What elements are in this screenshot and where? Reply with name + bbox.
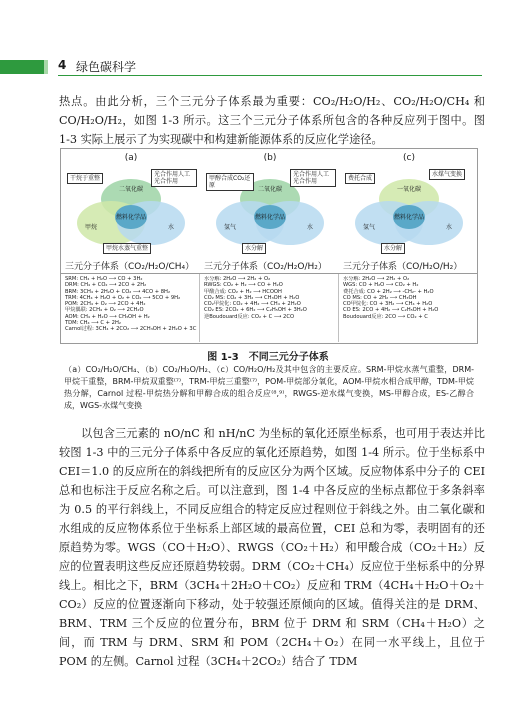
header-rule — [58, 75, 482, 76]
process-box-right: 光合作用人工光合作用 — [290, 169, 336, 187]
paragraph-intro: 热点。由此分析，三个三元分子体系最为重要：CO₂/H₂O/H₂、CO₂/H₂O/CH₄ 和 CO/H₂O/H₂，如图 1-3 所示。这三个三元分子体系所包含的各种反应列于图中。图 1-3 实际上展示了为实现碳中和构建新能源体系的反应化学途径。 — [59, 95, 485, 146]
figure-note: （a）CO₂/H₂O/CH₄、（b）CO₂/H₂O/H₂、（c）CO/H₂O/H₂及其中包含的主要反应。SRM-甲烷水蒸气重整，DRM-甲烷干重整，BRM-甲烷双重整⁽⁷⁾，TRM-甲烷三重整⁽⁷⁾，POM-甲烷部分氧化，AOM-甲烷水相合成甲醇，TDM-甲烷热分解，Carnol 过程-甲烷热分解和甲醇合成的组合反应⁽⁸,⁹⁾，RWGS-逆水煤气变换，MS-甲醇合成，ES-乙醇合成，WGS-水煤气变换 — [64, 365, 474, 410]
process-box-left: 费托合成 — [345, 173, 375, 184]
diagram-panel — [65, 153, 197, 272]
right-region-label: 水 — [445, 224, 453, 231]
reaction-item: 水分解: 2H₂O ⟶ 2H₂ + O₂ — [204, 276, 271, 282]
process-box-left: 干烷于重整 — [67, 173, 103, 184]
reaction-item: 费托合成: CO + 2H₂ ⟶ -CH₂- + H₂O — [343, 288, 434, 295]
center-label: 燃料化学品 — [393, 214, 425, 221]
panel-caption: 三元分子体系（CO₂/H₂O/H₂） — [204, 262, 327, 272]
reaction-item: WGS: CO + H₂O ⟶ CO₂ + H₂ — [343, 282, 419, 289]
panel-label: (a) — [124, 153, 138, 163]
page-header — [0, 58, 520, 76]
diagram-panel — [343, 153, 475, 272]
reaction-list-c — [343, 276, 477, 320]
panel-label: (c) — [403, 153, 415, 163]
left-region-label: 氢气 — [362, 224, 376, 231]
top-region-label: 二氧化碳 — [118, 186, 144, 193]
process-box-right: 水煤气变换 — [429, 169, 465, 180]
process-box-bottom: 水分解 — [242, 243, 266, 254]
center-label: 燃料化学品 — [254, 214, 286, 221]
reaction-item: 甲酸合成: CO₂ + H₂ ⟶ HCOOH — [204, 288, 282, 295]
reaction-item: 甲烷偶联: 2CH₄ + O₂ ⟶ 2CH₂O — [65, 307, 144, 314]
left-region-label: 甲烷 — [84, 224, 98, 231]
reaction-list-a — [65, 276, 199, 333]
reaction-item: Boudouard反应: 2CO ⟶ CO₂ + C — [343, 313, 428, 320]
figure-divider — [61, 273, 477, 274]
reaction-item: CO₂甲烷化: CO₂ + 4H₂ ⟶ CH₄ + 2H₂O — [204, 301, 301, 308]
process-box-right: 光合作用人工光合作用 — [151, 169, 197, 187]
reaction-list-b — [204, 276, 338, 320]
header-accent-bar-light — [44, 60, 48, 74]
book-title: 绿色碳科学 — [76, 60, 137, 74]
reaction-item: CO MS: CO + 2H₂ ⟶ CH₃OH — [343, 294, 417, 301]
panel-label: (b) — [263, 153, 277, 163]
top-region-label: 二氧化碳 — [257, 186, 283, 193]
process-box-bottom: 水分解 — [381, 243, 405, 254]
panel-caption: 三元分子体系（CO₂/H₂O/CH₄） — [65, 262, 195, 272]
reaction-item: CO₂ ES: 2CO₂ + 6H₂ ⟶ C₂H₅OH + 3H₂O — [204, 307, 307, 314]
process-box-left: 甲醇合成CO₂还原 — [206, 173, 254, 191]
left-region-label: 氢气 — [223, 224, 237, 231]
reaction-item: CO ES: 2CO + 4H₂ ⟶ C₂H₅OH + H₂O — [343, 307, 439, 314]
paragraph-main: 以包含三元素的 nO/nC 和 nH/nC 为坐标的氧化还原坐标系，也可用于表达并比较图 1-3 中的三元分子体系中各反应的氧化还原趋势，如图 1-4 所示。位于坐标系中 CEI＝1.0 的反应所在的斜线把所有的反应区分为两个区域。反应物体系中分子的 CEI 总和也标注于反应名称之后。可以注意到，图 1-4 中各反应的坐标点都位于多条斜率为 0.5 的平行斜线上，不同反应组合的特定反应过程则位于斜线之外。由二氧化碳和水组成的反应物体系位于坐标系上部区域的最高位置，CEI 总和为零，表明固有的还原趋势为零。WGS（CO＋H₂O）、RWGS（CO₂＋H₂）和甲酸合成（CO₂＋H₂）反应的位置表明这些反应还原趋势较弱。DRM（CO₂＋CH₄）反应位于坐标系中的分界线上。相比之下，BRM（3CH₄＋2H₂O＋CO₂）反应和 TRM（4CH₄＋H₂O＋O₂＋CO₂）反应的位置逐渐向下移动，处于较强还原倾向的区域。值得关注的是 DRM、BRM、TRM 三个反应的位置分布，BRM 位于 DRM 和 SRM（CH₄＋H₂O）之间，而 TRM 与 DRM、SRM 和 POM（2CH₄＋O₂）在同一水平线上，且位于 POM 的左侧。Carnol 过程（3CH₄＋2CO₂）结合了 TDM — [59, 427, 485, 668]
process-box-bottom: 甲烷水蒸气重整 — [103, 243, 151, 254]
reaction-item: RWGS: CO₂ + H₂ ⟶ CO + H₂O — [204, 282, 283, 289]
reaction-item: DRM: CH₄ + CO₂ ⟶ 2CO + 2H₂ — [65, 282, 147, 289]
right-region-label: 水 — [167, 224, 175, 231]
top-region-label: 一氧化碳 — [396, 186, 422, 193]
reaction-item: CO₂ MS: CO₂ + 3H₂ ⟶ CH₃OH + H₂O — [204, 294, 300, 301]
panel-caption: 三元分子体系（CO/H₂O/H₂） — [343, 262, 463, 272]
figure-column-divider — [199, 274, 200, 342]
reaction-item: TDM: CH₄ ⟶ C + 2H₂ — [65, 320, 121, 327]
page-number: 4 — [58, 58, 67, 72]
header-accent-bar — [0, 60, 44, 74]
reaction-item: 逆Boudouard反应: CO₂ + C ⟶ 2CO — [204, 313, 295, 320]
reaction-item: 水分解: 2H₂O ⟶ 2H₂ + O₂ — [343, 276, 410, 282]
figure-caption: 图 1-3 不同三元分子体系 — [207, 352, 329, 363]
right-region-label: 水 — [306, 224, 314, 231]
figure-1-3 — [60, 148, 478, 344]
diagram-panel — [204, 153, 336, 272]
reaction-item: SRM: CH₄ + H₂O ⟶ CO + 3H₂ — [65, 276, 143, 282]
reaction-item: CO甲烷化: CO + 3H₂ ⟶ CH₄ + H₂O — [343, 301, 433, 308]
reaction-item: Carnol过程: 3CH₄ + 2CO₂ ⟶ 2CH₃OH + 2H₂O + 3C — [65, 326, 197, 333]
reaction-item: TRM: 4CH₄ + H₂O + O₂ + CO₂ ⟶ 5CO + 9H₂ — [65, 294, 181, 301]
reaction-item: BRM: 3CH₄ + 2H₂O + CO₂ ⟶ 4CO + 8H₂ — [65, 288, 171, 295]
figure-column-divider — [338, 274, 339, 342]
reaction-item: AOM: CH₄ + H₂O ⟶ CH₃OH + H₂ — [65, 313, 150, 320]
reaction-item: POM: 2CH₄ + O₂ ⟶ 2CO + 4H₂ — [65, 301, 146, 308]
center-label: 燃料化学品 — [115, 214, 147, 221]
